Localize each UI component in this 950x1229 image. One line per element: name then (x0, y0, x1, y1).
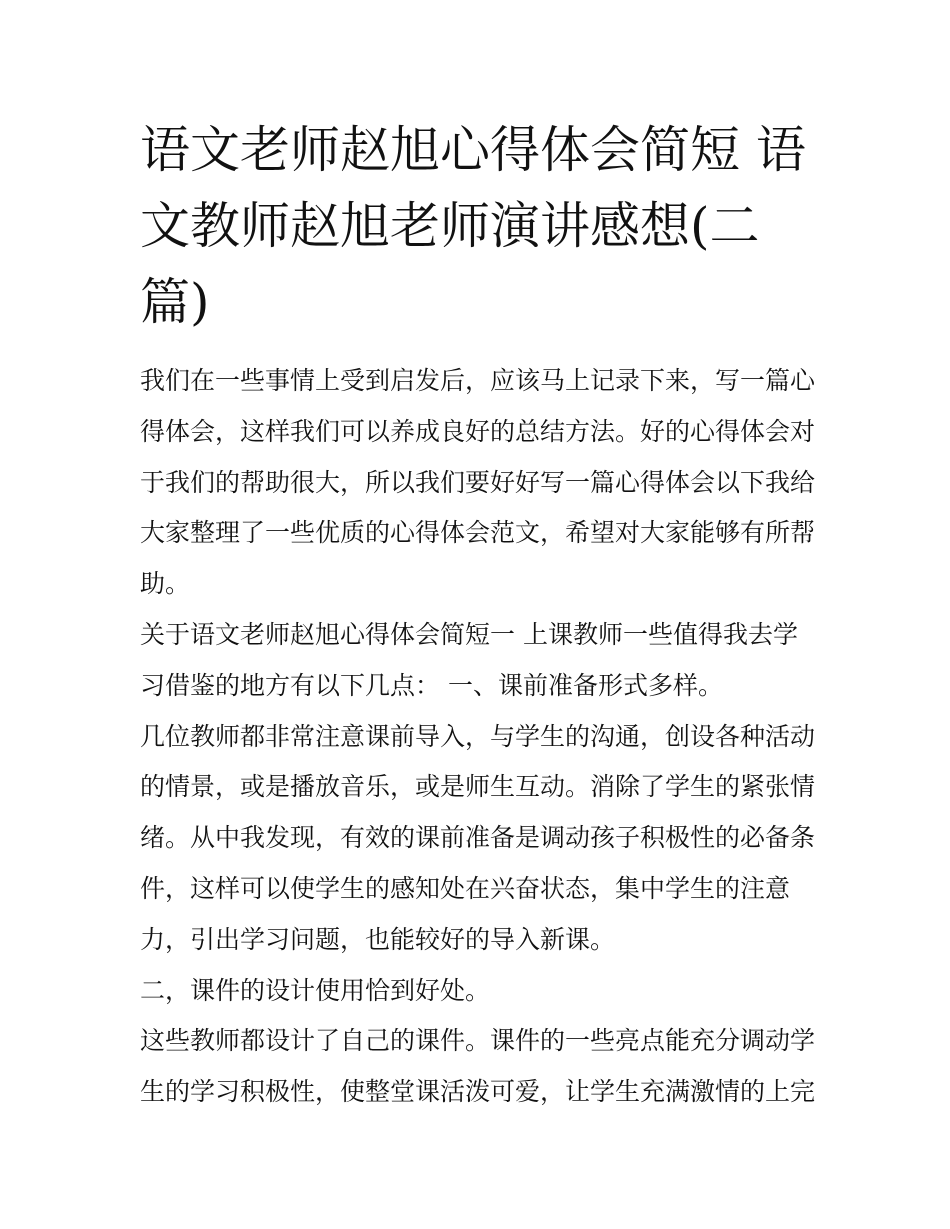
paragraph-lesson-preparation: 几位教师都非常注意课前导入，与学生的沟通，创设各种活动的情景，或是播放音乐，或是师生互动。消除了学生的紧张情绪。从中我发现，有效的课前准备是调动孩子积极性的必备条件，这样可以使学生的感知处在兴奋状态，集中学生的注意力，引出学习问题，也能较好的导入新课。 (140, 721, 816, 954)
document-body (140, 356, 820, 1118)
paragraph-intro: 我们在一些事情上受到启发后，应该马上记录下来，写一篇心得体会，这样我们可以养成良好的总结方法。好的心得体会对于我们的帮助很大，所以我们要好好写一篇心得体会以下我给大家整理了一些优质的心得体会范文，希望对大家能够有所帮助。 (140, 366, 816, 599)
paragraph-courseware: 这些教师都设计了自己的课件。课件的一些亮点能充分调动学生的学习积极性，使整堂课活泼可爱，让学生充满激情的上完 (140, 1026, 816, 1107)
paragraph-section-one: 关于语文老师赵旭心得体会简短一 上课教师一些值得我去学习借鉴的地方有以下几点： 一、课前准备形式多样。 (140, 619, 798, 700)
document-title: 语文老师赵旭心得体会简短 语文教师赵旭老师演讲感想(二篇) (140, 121, 806, 331)
paragraph-section-two-heading: 二，课件的设计使用恰到好处。 (140, 975, 491, 1005)
